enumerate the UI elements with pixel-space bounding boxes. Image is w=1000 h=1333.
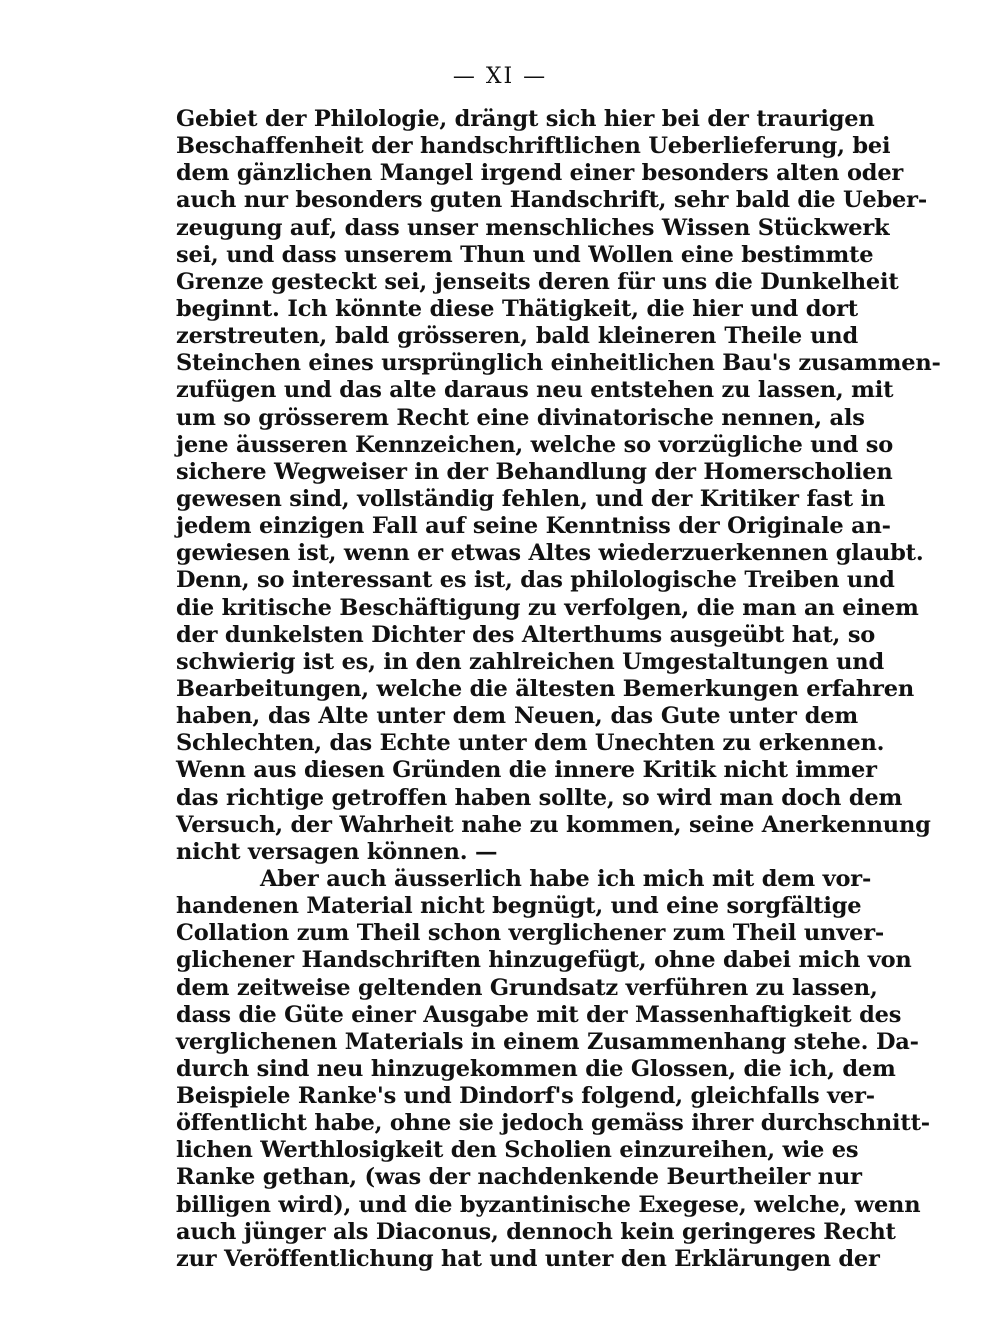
text-line: gewiesen ist, wenn er etwas Altes wiederzuerkennen glaubt. xyxy=(176,540,924,567)
page-number: — XI — xyxy=(452,64,548,89)
text-line: billigen wird), und die byzantinische Exegese, welche, wenn xyxy=(176,1191,921,1218)
text-line: Grenze gesteckt sei, jenseits deren für uns die Dunkelheit xyxy=(176,268,899,295)
text-line: Beispiele Ranke's und Dindorf's folgend, gleichfalls ver- xyxy=(176,1083,875,1110)
body-text xyxy=(176,106,941,1273)
text-line: der dunkelsten Dichter des Alterthums ausgeübt hat, so xyxy=(176,621,876,648)
text-line: Gebiet der Philologie, drängt sich hier bei der traurigen xyxy=(176,106,875,132)
text-line: handenen Material nicht begnügt, und eine sorgfältige xyxy=(176,893,862,920)
text-line: auch nur besonders guten Handschrift, sehr bald die Ueber- xyxy=(176,187,927,214)
text-line: zerstreuten, bald grösseren, bald kleineren Theile und xyxy=(176,323,858,350)
text-line: glichener Handschriften hinzugefügt, ohne dabei mich von xyxy=(176,947,912,974)
text-line: Denn, so interessant es ist, das philologische Treiben und xyxy=(176,567,895,594)
text-line: Collation zum Theil schon verglichener zum Theil unver- xyxy=(176,920,885,947)
text-line: zeugung auf, dass unser menschliches Wissen Stückwerk xyxy=(176,214,890,241)
text-line: auch jünger als Diaconus, dennoch kein geringeres Recht xyxy=(176,1218,896,1245)
paragraph-end-line: nicht versagen können. — xyxy=(176,838,498,865)
text-line: durch sind neu hinzugekommen die Glossen, die ich, dem xyxy=(176,1055,896,1082)
text-line: öffentlicht habe, ohne sie jedoch gemäss ihrer durchschnitt- xyxy=(176,1110,930,1137)
text-line: dem zeitweise geltenden Grundsatz verführen zu lassen, xyxy=(176,974,878,1001)
text-line: sichere Wegweiser in der Behandlung der Homerscholien xyxy=(176,458,893,485)
text-line: zur Veröffentlichung hat und unter den Erklärungen der xyxy=(176,1245,880,1272)
paragraph-start-line: Aber auch äusserlich habe ich mich mit dem vor- xyxy=(260,865,872,892)
text-line: sei, und dass unserem Thun und Wollen eine bestimmte xyxy=(176,241,874,268)
text-line: Versuch, der Wahrheit nahe zu kommen, seine Anerkennung xyxy=(176,811,931,838)
text-line: lichen Werthlosigkeit den Scholien einzureihen, wie es xyxy=(176,1137,859,1164)
text-line: Bearbeitungen, welche die ältesten Bemerkungen erfahren xyxy=(176,675,914,702)
text-line: Schlechten, das Echte unter dem Unechten zu erkennen. xyxy=(176,730,885,757)
text-line: das richtige getroffen haben sollte, so wird man doch dem xyxy=(176,784,903,811)
text-line: beginnt. Ich könnte diese Thätigkeit, die hier und dort xyxy=(176,295,858,322)
text-line: gewesen sind, vollständig fehlen, und der Kritiker fast in xyxy=(176,485,886,512)
text-line: verglichenen Materials in einem Zusammenhang stehe. Da- xyxy=(176,1028,919,1055)
text-line: dem gänzlichen Mangel irgend einer besonders alten oder xyxy=(176,160,904,187)
text-line: schwierig ist es, in den zahlreichen Umgestaltungen und xyxy=(176,648,885,675)
text-line: Ranke gethan, (was der nachdenkende Beurtheiler nur xyxy=(176,1164,862,1191)
text-line: zufügen und das alte daraus neu entstehen zu lassen, mit xyxy=(176,377,894,404)
text-line: jedem einzigen Fall auf seine Kenntniss der Originale an- xyxy=(176,513,891,540)
text-line: jene äusseren Kennzeichen, welche so vorzügliche und so xyxy=(176,431,894,458)
text-line: Beschaffenheit der handschriftlichen Ueberlieferung, bei xyxy=(176,133,891,160)
text-line: dass die Güte einer Ausgabe mit der Massenhaftigkeit des xyxy=(176,1001,902,1028)
text-line: Steinchen eines ursprünglich einheitlichen Bau's zusammen- xyxy=(176,350,941,377)
text-line: haben, das Alte unter dem Neuen, das Gute unter dem xyxy=(176,703,858,730)
text-line: Wenn aus diesen Gründen die innere Kritik nicht immer xyxy=(176,757,877,784)
text-line: die kritische Beschäftigung zu verfolgen, die man an einem xyxy=(176,594,919,621)
text-line: um so grösserem Recht eine divinatorische nennen, als xyxy=(176,404,865,431)
